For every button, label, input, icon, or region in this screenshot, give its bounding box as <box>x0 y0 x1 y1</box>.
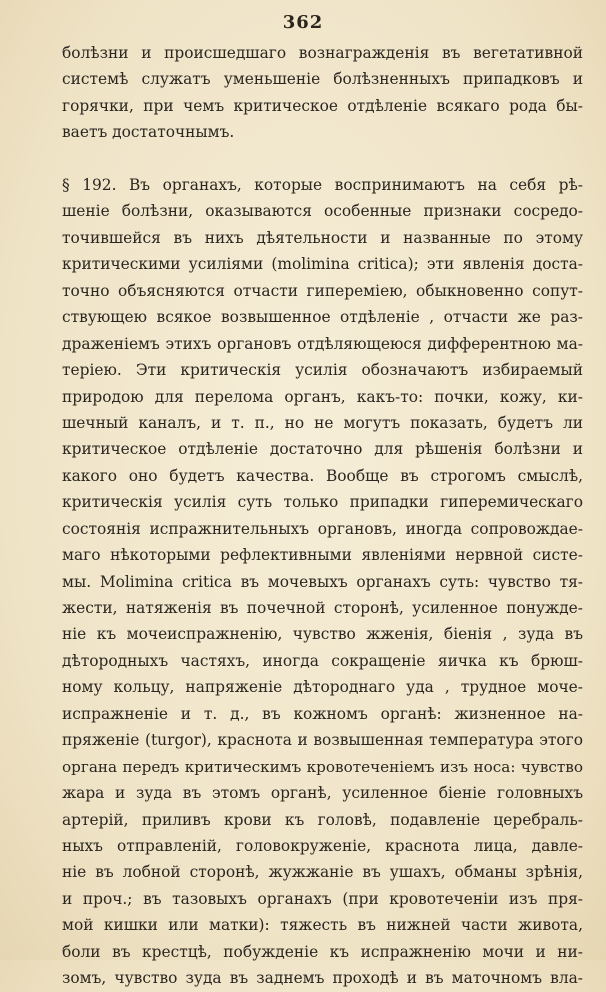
text-line: горячки, при чемъ критическое отдѣленіе всякаго рода бы- <box>62 96 583 115</box>
text-line: критическое отдѣленіе достаточно для рѣшенія болѣзни и <box>62 440 583 459</box>
text-line: зомъ, чувство зуда въ заднемъ проходѣ и въ маточномъ вла- <box>62 969 583 988</box>
text-line: точно объясняются отчасти гипереміею, обыкновенно сопут- <box>62 281 583 300</box>
text-line: шеніе болѣзни, оказываются особенные признаки сосредо- <box>62 202 583 221</box>
text-line: точившейся въ нихъ дѣятельности и названные по этому <box>62 228 583 247</box>
text-line: какого оно будетъ качества. Вообще въ строгомъ смыслѣ, <box>62 466 583 485</box>
text-line: боли въ крестцѣ, побужденіе къ испражненію мочи и ни- <box>62 942 583 961</box>
text-line: мы. Molimina critica въ мочевыхъ органахъ суть: чувство тя- <box>62 572 583 591</box>
text-line: ныхъ отправленій, головокруженіе, краснота лица, давле- <box>62 836 583 855</box>
text-line: ніе къ мочеиспражненію, чувство жженія, біенія , зуда въ <box>62 625 583 644</box>
text-line: жара и зуда въ этомъ органѣ, усиленное біеніе головныхъ <box>62 784 583 803</box>
text-line: природою для перелома органъ, какъ-то: почки, кожу, ки- <box>62 387 583 406</box>
text-line: мой кишки или матки): тяжесть въ нижней части живота, <box>62 916 583 935</box>
text-line: § 192. Въ органахъ, которые воспринимаютъ на себя рѣ- <box>62 176 583 194</box>
text-line: драженіемъ этихъ органовъ отдѣляющеюся дифферентною ма- <box>62 334 583 353</box>
text-line: теріею. Эти критическія усилія обозначаютъ избираемый <box>62 361 583 380</box>
text-line: критическими усиліями (molimina critica); эти явленія доста- <box>62 255 583 274</box>
text-line: ному кольцу, напряженіе дѣтороднаго уда , трудное моче- <box>62 678 583 697</box>
text-line: критическія усилія суть только припадки гиперемическаго <box>62 493 583 512</box>
text-line: ствующею всякое возвышенное отдѣленіе , отчасти же раз- <box>62 308 583 327</box>
text-line: и проч.; въ тазовыхъ органахъ (при кровотеченіи изъ пря- <box>62 889 583 908</box>
text-line: испражненіе и т. д., въ кожномъ органѣ: жизненное на- <box>62 704 583 723</box>
paragraph-continuation <box>62 40 583 146</box>
text-line: жести, натяженія въ почечной сторонѣ, усиленное понужде- <box>62 599 583 617</box>
text-line: ніе въ лобной сторонѣ, жужжаніе въ ушахъ, обманы зрѣнія, <box>62 863 583 882</box>
text-line: пряженіе (turgor), краснота и возвышенная температура этого <box>62 731 583 750</box>
page-number: 362 <box>282 12 324 33</box>
text-line: ваетъ достаточнымъ. <box>62 123 235 142</box>
text-line: состоянія испражнительныхъ органовъ, иногда сопровождае- <box>62 519 583 538</box>
text-line: дѣтородныхъ частяхъ, иногда сокращеніе яичка къ брюш- <box>62 651 583 670</box>
text-line: артерій, приливъ крови къ головѣ, подавленіе церебраль- <box>62 810 583 829</box>
paragraph-section-192 <box>62 172 583 992</box>
text-line: маго нѣкоторыми рефлективными явленіями нервной систе- <box>62 546 583 565</box>
text-line: органа передъ критическимъ кровотеченіемъ изъ носа: чувство <box>62 757 583 776</box>
text-line: системѣ служатъ уменьшеніе болѣзненныхъ припадковъ и <box>62 70 583 89</box>
text-line: болѣзни и происшедшаго вознагражденія въ вегетативной <box>62 44 583 62</box>
text-line: шечный каналъ, и т. п., но не могутъ показать, будетъ ли <box>62 413 583 432</box>
